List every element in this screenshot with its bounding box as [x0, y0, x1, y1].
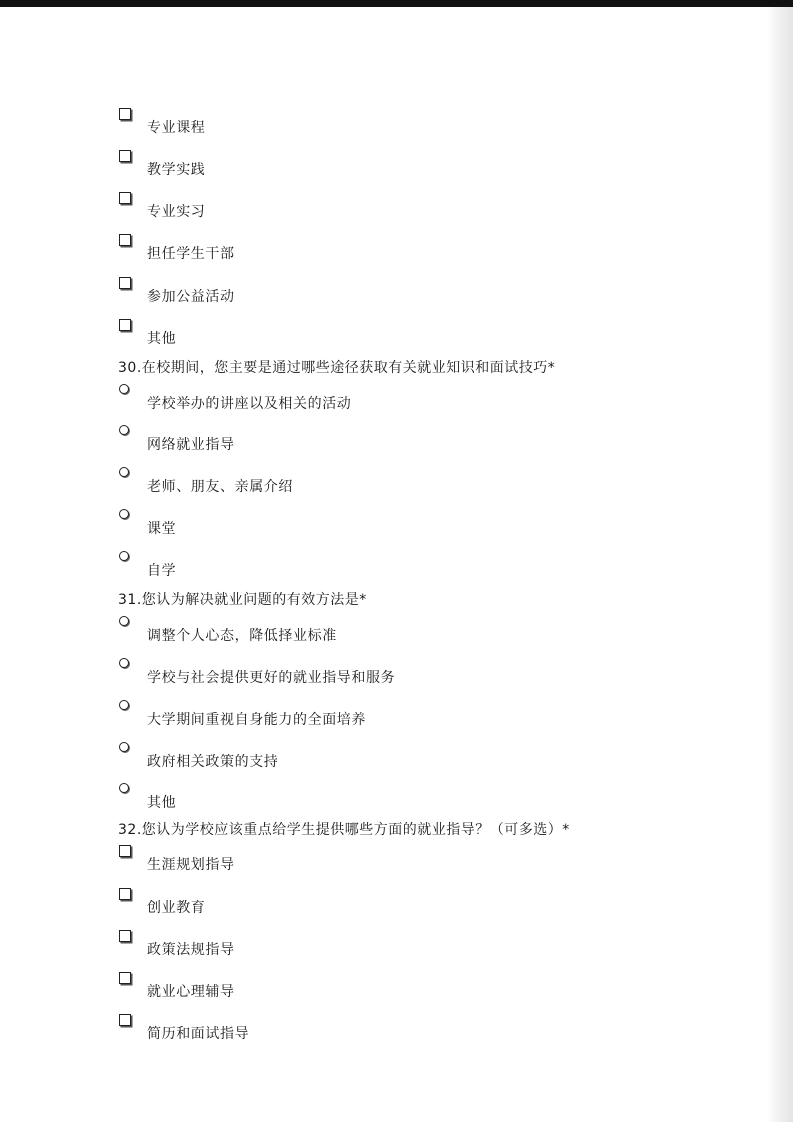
radio-icon[interactable] — [119, 742, 129, 752]
option-label: 教学实践 — [147, 162, 206, 178]
checkbox-icon[interactable] — [119, 888, 131, 900]
option-label: 调整个人心态，降低择业标准 — [147, 628, 337, 644]
radio-icon[interactable] — [119, 384, 129, 394]
option-label: 学校与社会提供更好的就业指导和服务 — [147, 670, 396, 686]
option-label: 网络就业指导 — [147, 437, 235, 453]
option-label: 专业课程 — [147, 120, 206, 136]
checkbox-icon[interactable] — [119, 1014, 131, 1026]
checkbox-icon[interactable] — [119, 108, 131, 120]
radio-icon[interactable] — [119, 658, 129, 668]
checkbox-icon[interactable] — [119, 192, 131, 204]
option-label: 课堂 — [147, 521, 177, 537]
option-label: 学校举办的讲座以及相关的活动 — [147, 396, 352, 412]
question-text: 31.您认为解决就业问题的有效方法是* — [118, 592, 367, 608]
option-label: 担任学生干部 — [147, 246, 235, 262]
checkbox-icon[interactable] — [119, 845, 131, 857]
option-label: 政府相关政策的支持 — [147, 754, 279, 770]
scan-top-edge — [0, 0, 793, 7]
radio-icon[interactable] — [119, 467, 129, 477]
option-label: 参加公益活动 — [147, 289, 235, 305]
option-label: 就业心理辅导 — [147, 984, 235, 1000]
radio-icon[interactable] — [119, 700, 129, 710]
option-label: 自学 — [147, 563, 177, 579]
checkbox-icon[interactable] — [119, 319, 131, 331]
option-label: 政策法规指导 — [147, 942, 235, 958]
checkbox-icon[interactable] — [119, 234, 131, 246]
option-label: 其他 — [147, 331, 177, 347]
option-label: 创业教育 — [147, 900, 206, 916]
option-label: 其他 — [147, 795, 177, 811]
checkbox-icon[interactable] — [119, 150, 131, 162]
question-text: 30.在校期间，您主要是通过哪些途径获取有关就业知识和面试技巧* — [118, 360, 556, 376]
checkbox-icon[interactable] — [119, 972, 131, 984]
question-text: 32.您认为学校应该重点给学生提供哪些方面的就业指导？（可多选）* — [118, 822, 570, 838]
radio-icon[interactable] — [119, 551, 129, 561]
radio-icon[interactable] — [119, 425, 129, 435]
radio-icon[interactable] — [119, 509, 129, 519]
radio-icon[interactable] — [119, 616, 129, 626]
option-label: 大学期间重视自身能力的全面培养 — [147, 712, 366, 728]
checkbox-icon[interactable] — [119, 277, 131, 289]
scan-right-edge — [767, 7, 793, 1122]
checkbox-icon[interactable] — [119, 930, 131, 942]
option-label: 专业实习 — [147, 204, 206, 220]
option-label: 简历和面试指导 — [147, 1026, 250, 1042]
option-label: 老师、朋友、亲属介绍 — [147, 479, 293, 495]
option-label: 生涯规划指导 — [147, 857, 235, 873]
radio-icon[interactable] — [119, 783, 129, 793]
